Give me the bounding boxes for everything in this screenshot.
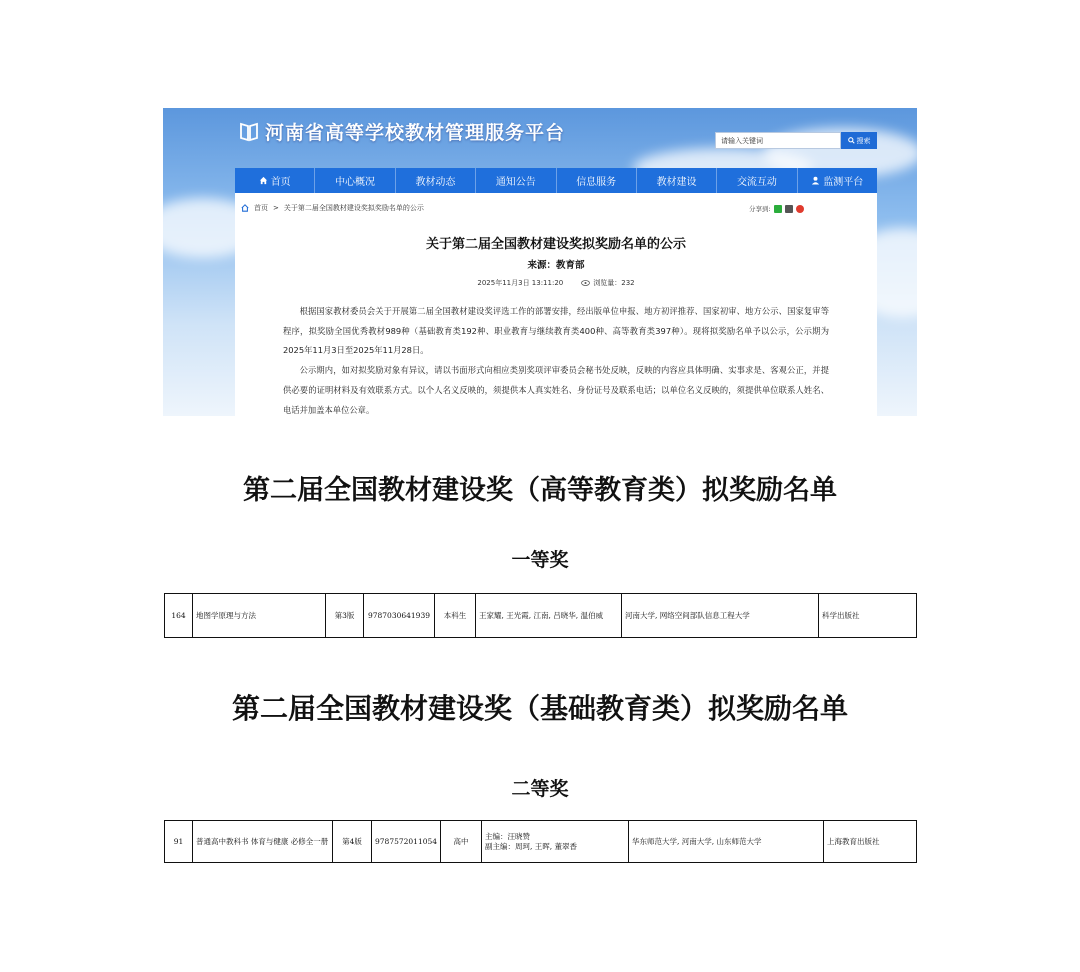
nav-item-info[interactable] bbox=[557, 168, 637, 193]
user-icon bbox=[811, 176, 820, 185]
search-button-label: 搜索 bbox=[856, 136, 871, 145]
table-row bbox=[165, 594, 917, 638]
nav-item-home[interactable] bbox=[235, 168, 315, 193]
table-row bbox=[165, 821, 917, 863]
site-title[interactable]: 河南省高等学校教材管理服务平台 bbox=[265, 122, 566, 144]
cell-index: 91 bbox=[165, 821, 193, 863]
article-paragraph: 公示期内，如对拟奖励对象有异议，请以书面形式向相应类别奖项评审委员会秘书处反映，反映的内容应具体明确、实事求是、客观公正，并提供必要的证明材料及有效联系方式。以个人名义反映的，须提供本人真实姓名、身份证号及联系电话；以单位名义反映的，须提供单位联系人姓名、电话并加盖本单位公章。 bbox=[283, 365, 829, 415]
cell-isbn: 9787030641939 bbox=[364, 594, 435, 638]
nav-item-exchange[interactable] bbox=[717, 168, 797, 193]
nav-label: 信息服务 bbox=[576, 177, 617, 188]
qzone-share-icon[interactable] bbox=[785, 205, 793, 213]
cell-institutions: 华东师范大学, 河南大学, 山东师范大学 bbox=[629, 821, 824, 863]
article-title: 关于第二届全国教材建设奖拟奖励名单的公示 bbox=[425, 237, 686, 252]
award-level-second: 二等奖 bbox=[511, 778, 569, 800]
nav-label: 首页 bbox=[270, 177, 291, 188]
cell-publisher: 上海教育出版社 bbox=[824, 821, 917, 863]
cell-book-title: 地图学原理与方法 bbox=[193, 594, 326, 638]
share-label: 分享到: bbox=[749, 205, 771, 213]
article-body bbox=[283, 302, 829, 416]
article-datetime: 2025年11月3日 13:11:20 bbox=[477, 279, 564, 287]
nav-item-news[interactable] bbox=[396, 168, 476, 193]
award-level-first: 一等奖 bbox=[511, 549, 569, 571]
main-nav bbox=[235, 168, 877, 193]
article-meta bbox=[235, 278, 877, 288]
nav-label: 交流互动 bbox=[736, 177, 777, 188]
breadcrumb-current: 关于第二届全国教材建设奖拟奖励名单的公示 bbox=[283, 204, 424, 212]
website-screenshot bbox=[163, 108, 917, 416]
nav-item-monitor[interactable] bbox=[798, 168, 877, 193]
breadcrumb-home[interactable]: 首页 bbox=[254, 204, 268, 212]
article-paragraph: 根据国家教材委员会关于开展第二届全国教材建设奖评选工作的部署安排，经出版单位申报、地方初评推荐、国家初审、地方公示、国家复审等程序，拟奖励全国优秀教材989种（基础教育类192种、职业教育与继续教育类400种、高等教育类397种）。现将拟奖励名单予以公示，公示期为2025年11月3日至2025年11月28日。 bbox=[283, 306, 829, 356]
nav-label: 中心概况 bbox=[335, 177, 376, 188]
book-logo-icon bbox=[238, 120, 260, 142]
cell-publisher: 科学出版社 bbox=[819, 594, 917, 638]
nav-label: 教材建设 bbox=[656, 177, 697, 188]
cell-level: 高中 bbox=[441, 821, 482, 863]
cell-edition: 第4版 bbox=[333, 821, 372, 863]
award-table-basic-education bbox=[164, 820, 917, 863]
home-icon bbox=[259, 176, 268, 185]
cell-edition: 第3版 bbox=[326, 594, 364, 638]
article-views: 浏览量：232 bbox=[593, 279, 635, 287]
cell-book-title: 普通高中教科书 体育与健康 必修全一册 bbox=[193, 821, 333, 863]
wechat-share-icon[interactable] bbox=[774, 205, 782, 213]
nav-label: 通知公告 bbox=[495, 177, 536, 188]
search-icon bbox=[848, 137, 855, 144]
nav-item-overview[interactable] bbox=[315, 168, 395, 193]
search-input[interactable] bbox=[715, 132, 841, 149]
search-button[interactable] bbox=[841, 132, 877, 149]
article-source: 来源：教育部 bbox=[527, 260, 585, 271]
nav-label: 教材动态 bbox=[415, 177, 456, 188]
award-table-higher-education bbox=[164, 593, 917, 638]
cell-index: 164 bbox=[165, 594, 193, 638]
nav-item-notices[interactable] bbox=[476, 168, 556, 193]
cell-institutions: 河南大学, 网络空间部队信息工程大学 bbox=[622, 594, 819, 638]
cell-authors: 主编：汪晓赞 副主编：周珂, 王晖, 董翠香 bbox=[482, 821, 629, 863]
cell-level: 本科生 bbox=[435, 594, 476, 638]
article-views-wrap bbox=[581, 278, 634, 288]
list-title-higher-education: 第二届全国教材建设奖（高等教育类）拟奖励名单 bbox=[243, 475, 837, 506]
cell-authors: 王家耀, 王光霞, 江南, 吕晓华, 温伯威 bbox=[476, 594, 622, 638]
breadcrumb-separator: > bbox=[273, 204, 279, 212]
nav-item-construction[interactable] bbox=[637, 168, 717, 193]
eye-icon bbox=[581, 280, 590, 286]
cell-isbn: 9787572011054 bbox=[372, 821, 441, 863]
weibo-share-icon[interactable] bbox=[796, 205, 804, 213]
home-outline-icon bbox=[241, 204, 249, 212]
article-panel bbox=[235, 193, 877, 416]
nav-label: 监测平台 bbox=[823, 177, 864, 188]
share-bar bbox=[749, 204, 804, 213]
list-title-basic-education: 第二届全国教材建设奖（基础教育类）拟奖励名单 bbox=[231, 692, 848, 725]
breadcrumb bbox=[241, 203, 424, 213]
